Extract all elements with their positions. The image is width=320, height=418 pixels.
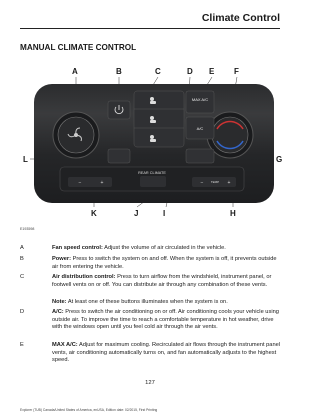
desc-item-a: [20, 245, 282, 254]
page-number: 127: [145, 380, 155, 386]
desc-item-c: [20, 274, 282, 298]
svg-text:+: +: [227, 180, 231, 186]
climate-panel-details: [20, 63, 282, 228]
callout-e: E: [209, 67, 215, 76]
desc-term: Air distribution control:: [52, 274, 116, 280]
svg-text:−: −: [78, 180, 82, 186]
climate-control-figure: [20, 63, 283, 231]
desc-term: Note:: [52, 299, 67, 305]
rear-climate-label: REAR CLIMATE: [138, 171, 166, 175]
figure-id: E193598: [20, 227, 35, 231]
page-footer: Explorer (TUB) Canada/United States of America, enUSA, Edition date: 02/2015, First Printing: [20, 408, 158, 412]
callout-c: C: [155, 67, 161, 76]
callout-k: K: [91, 209, 97, 218]
desc-text: Press to switch the system on and off. When the system is off, it prevents outside air from entering the vehicle.: [52, 256, 277, 270]
callout-l: L: [23, 155, 28, 164]
max-ac-label: MAX A/C: [191, 97, 209, 102]
desc-term: Fan speed control:: [52, 245, 103, 251]
desc-item-b: [20, 256, 282, 272]
desc-letter: B: [20, 256, 24, 262]
desc-note: [20, 299, 282, 308]
callout-i: I: [163, 209, 166, 218]
desc-text: Adjust for maximum cooling. Recirculated air flows through the instrument panel vents, air conditioning automatically turns on, and fan automatically adjusts to the highest speed.: [52, 342, 281, 363]
desc-letter: D: [20, 309, 25, 315]
callout-h: H: [230, 209, 236, 218]
desc-term: MAX A/C:: [52, 342, 78, 348]
svg-text:−: −: [200, 180, 204, 186]
desc-text: Adjust the volume of air circulated in the vehicle.: [104, 245, 226, 251]
desc-letter: A: [20, 245, 24, 251]
callout-d: D: [187, 67, 193, 76]
ac-label: A/C: [196, 126, 204, 131]
callout-f: F: [234, 67, 239, 76]
desc-text: Press to turn airflow from the windshield, instrument panel, or footwell vents on or off. You can distribute air through any combination of these vents.: [52, 274, 272, 288]
desc-term: Power:: [52, 256, 71, 262]
desc-term: A/C:: [52, 309, 64, 315]
callout-j: J: [134, 209, 139, 218]
desc-item-d: [20, 309, 282, 341]
desc-letter: C: [20, 274, 25, 280]
callout-g: G: [276, 155, 283, 164]
desc-letter: E: [20, 342, 24, 348]
callout-a: A: [72, 67, 78, 76]
desc-text: Press to switch the air conditioning on or off. Air conditioning cools your vehicle using outside air. To improve the time to reach a comfortable temperature in hot weather, drive with the windows open until you feel cold air through the air vents.: [52, 309, 279, 330]
page-header-title: Climate Control: [201, 12, 280, 24]
desc-text: At least one of these buttons illuminates when the system is on.: [67, 299, 228, 305]
callout-b: B: [116, 67, 122, 76]
header-rule: [20, 28, 280, 29]
desc-item-e: [20, 342, 282, 366]
section-title: MANUAL CLIMATE CONTROL: [20, 43, 137, 52]
svg-text:+: +: [100, 180, 104, 186]
temp-label: TEMP: [210, 180, 220, 184]
